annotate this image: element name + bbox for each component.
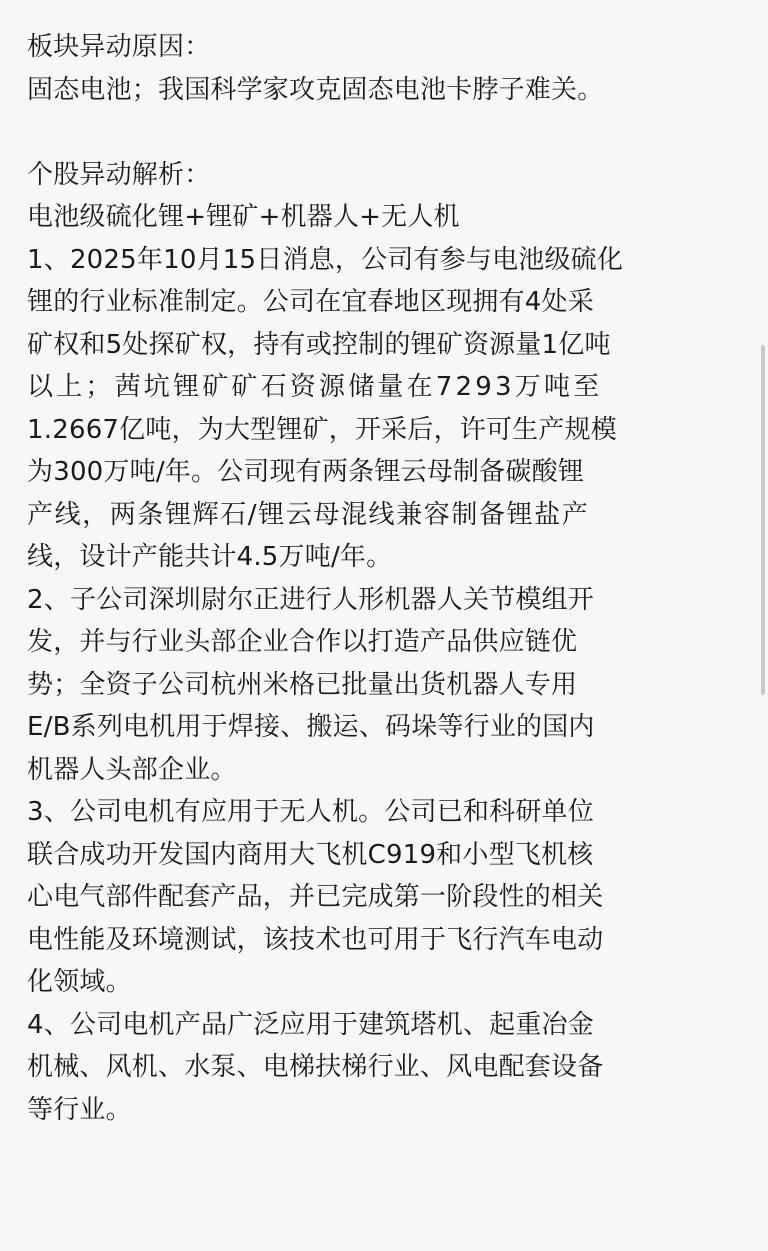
- paragraph-spacer: [27, 111, 747, 154]
- analysis-line: 势；全资子公司杭州米格已批量出货机器人专用: [27, 669, 578, 700]
- analysis-line: 联合成功开发国内商用大飞机C919和小型飞机核: [27, 839, 594, 870]
- analysis-line: 产线，两条锂辉石/锂云母混线兼容制备锂盐产: [27, 499, 590, 530]
- analysis-line: 心电气部件配套产品，并已完成第一阶段性的相关: [27, 882, 604, 912]
- analysis-line: 为300万吨/年。公司现有两条锂云母制备碳酸锂: [27, 457, 584, 487]
- scrollbar[interactable]: [761, 345, 765, 695]
- sector-reason-heading: 板块异动原因：: [27, 32, 211, 62]
- analysis-line: 电性能及环境测试，该技术也可用于飞行汽车电动: [27, 924, 604, 955]
- stock-concept-tags: 电池级硫化锂+锂矿+机器人+无人机: [27, 202, 460, 232]
- analysis-line: 锂的行业标准制定。公司在宜春地区现拥有4处采: [27, 287, 594, 317]
- analysis-line: 1、2025年10月15日消息，公司有参与电池级硫化: [27, 244, 624, 275]
- analysis-line: 4、公司电机产品广泛应用于建筑塔机、起重冶金: [27, 1009, 594, 1040]
- analysis-line: 以上；茜坑锂矿矿石资源储量在7293万吨至: [27, 372, 603, 402]
- analysis-line: 线，设计产能共计4.5万吨/年。: [27, 542, 393, 572]
- analysis-line: 化领域。: [27, 967, 132, 997]
- analysis-line: 3、公司电机有应用于无人机。公司已和科研单位: [27, 797, 594, 827]
- analysis-line: 等行业。: [27, 1094, 132, 1125]
- sector-reason-text: 固态电池；我国科学家攻克固态电池卡脖子难关。: [27, 74, 604, 105]
- analysis-line: 发，并与行业头部企业合作以打造产品供应链优: [27, 627, 578, 657]
- analysis-line: 2、子公司深圳尉尔正进行人形机器人关节模组开: [27, 584, 594, 615]
- analysis-line: 1.2667亿吨，为大型锂矿，开采后，许可生产规模: [27, 414, 617, 445]
- analysis-line: 矿权和5处探矿权，持有或控制的锂矿资源量1亿吨: [27, 329, 611, 360]
- analysis-line: 机器人头部企业。: [27, 754, 237, 785]
- analysis-line: 机械、风机、水泵、电梯扶梯行业、风电配套设备: [27, 1052, 604, 1082]
- analysis-line: E/B系列电机用于焊接、搬运、码垛等行业的国内: [27, 712, 595, 742]
- stock-analysis-heading: 个股异动解析：: [27, 159, 211, 190]
- article-body: [27, 26, 747, 1131]
